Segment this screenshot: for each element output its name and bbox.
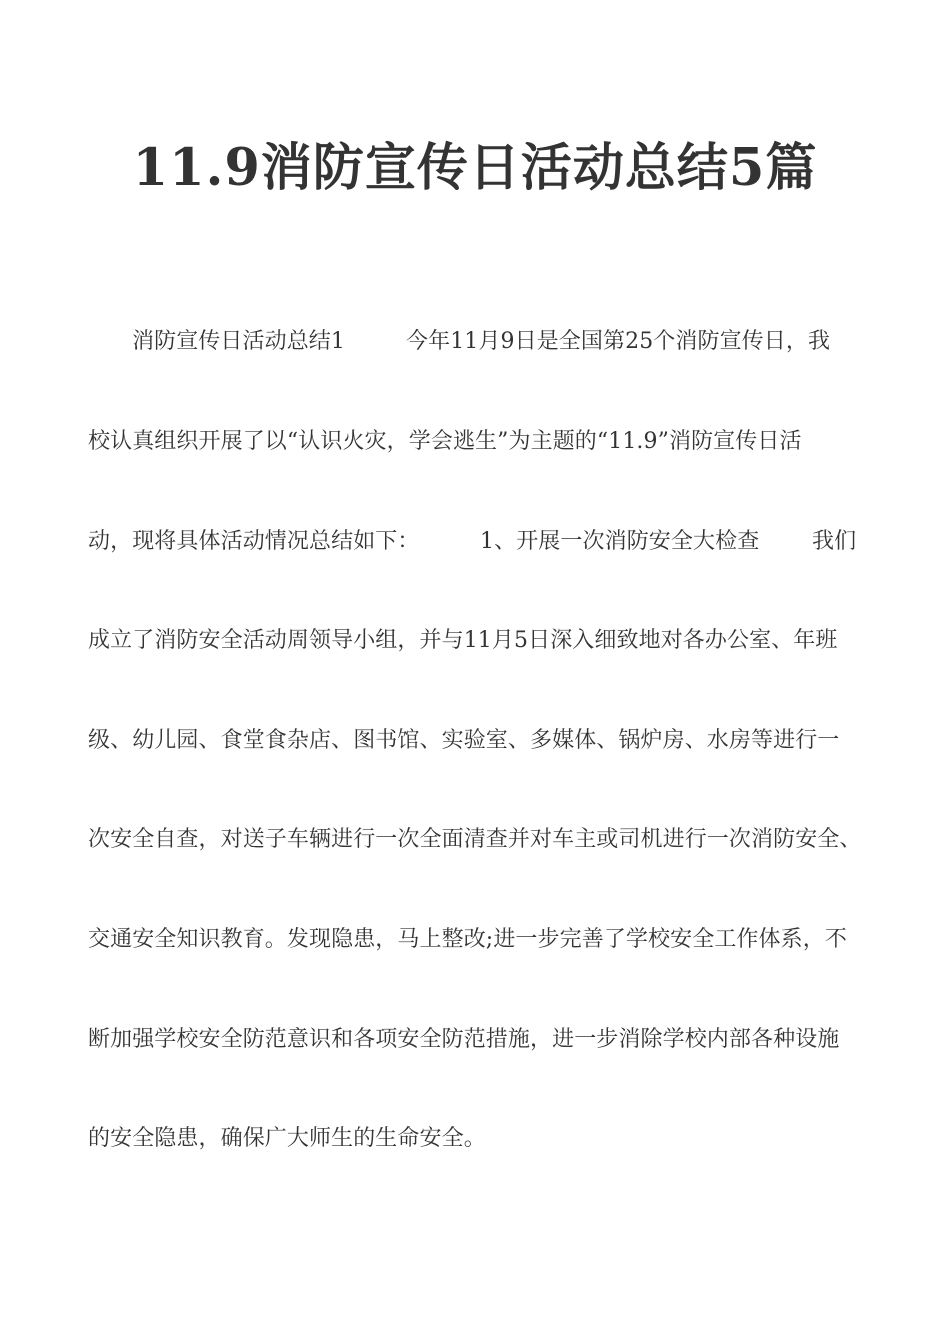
body-line: 断加强学校安全防范意识和各项安全防范措施，进一步消除学校内部各种设施 (88, 1027, 840, 1052)
body-line: 交通安全知识教育。发现隐患，马上整改;进一步完善了学校安全工作体系，不 (88, 927, 847, 952)
body-line: 成立了消防安全活动周领导小组，并与11月5日深入细致地对各办公室、年班 (88, 628, 838, 653)
body-line: 校认真组织开展了以“认识火灾，学会逃生”为主题的“11.9”消防宣传日活 (88, 429, 802, 454)
body-line: 1、开展一次消防安全大检查 (480, 529, 760, 554)
body-line: 次安全自查，对送子车辆进行一次全面清查并对车主或司机进行一次消防安全、 (88, 827, 862, 852)
body-line: 今年11月9日是全国第25个消防宣传日，我 (406, 329, 831, 354)
body-line: 消防宣传日活动总结1 (132, 329, 345, 354)
body-line: 我们 (812, 529, 857, 554)
body-line: 级、幼儿园、食堂食杂店、图书馆、实验室、多媒体、锅炉房、水房等进行一 (88, 728, 840, 753)
document-title: 11.9消防宣传日活动总结5篇 (132, 138, 818, 198)
body-line: 的安全隐患，确保广大师生的生命安全。 (88, 1126, 486, 1151)
body-line: 动，现将具体活动情况总结如下： (88, 529, 420, 554)
